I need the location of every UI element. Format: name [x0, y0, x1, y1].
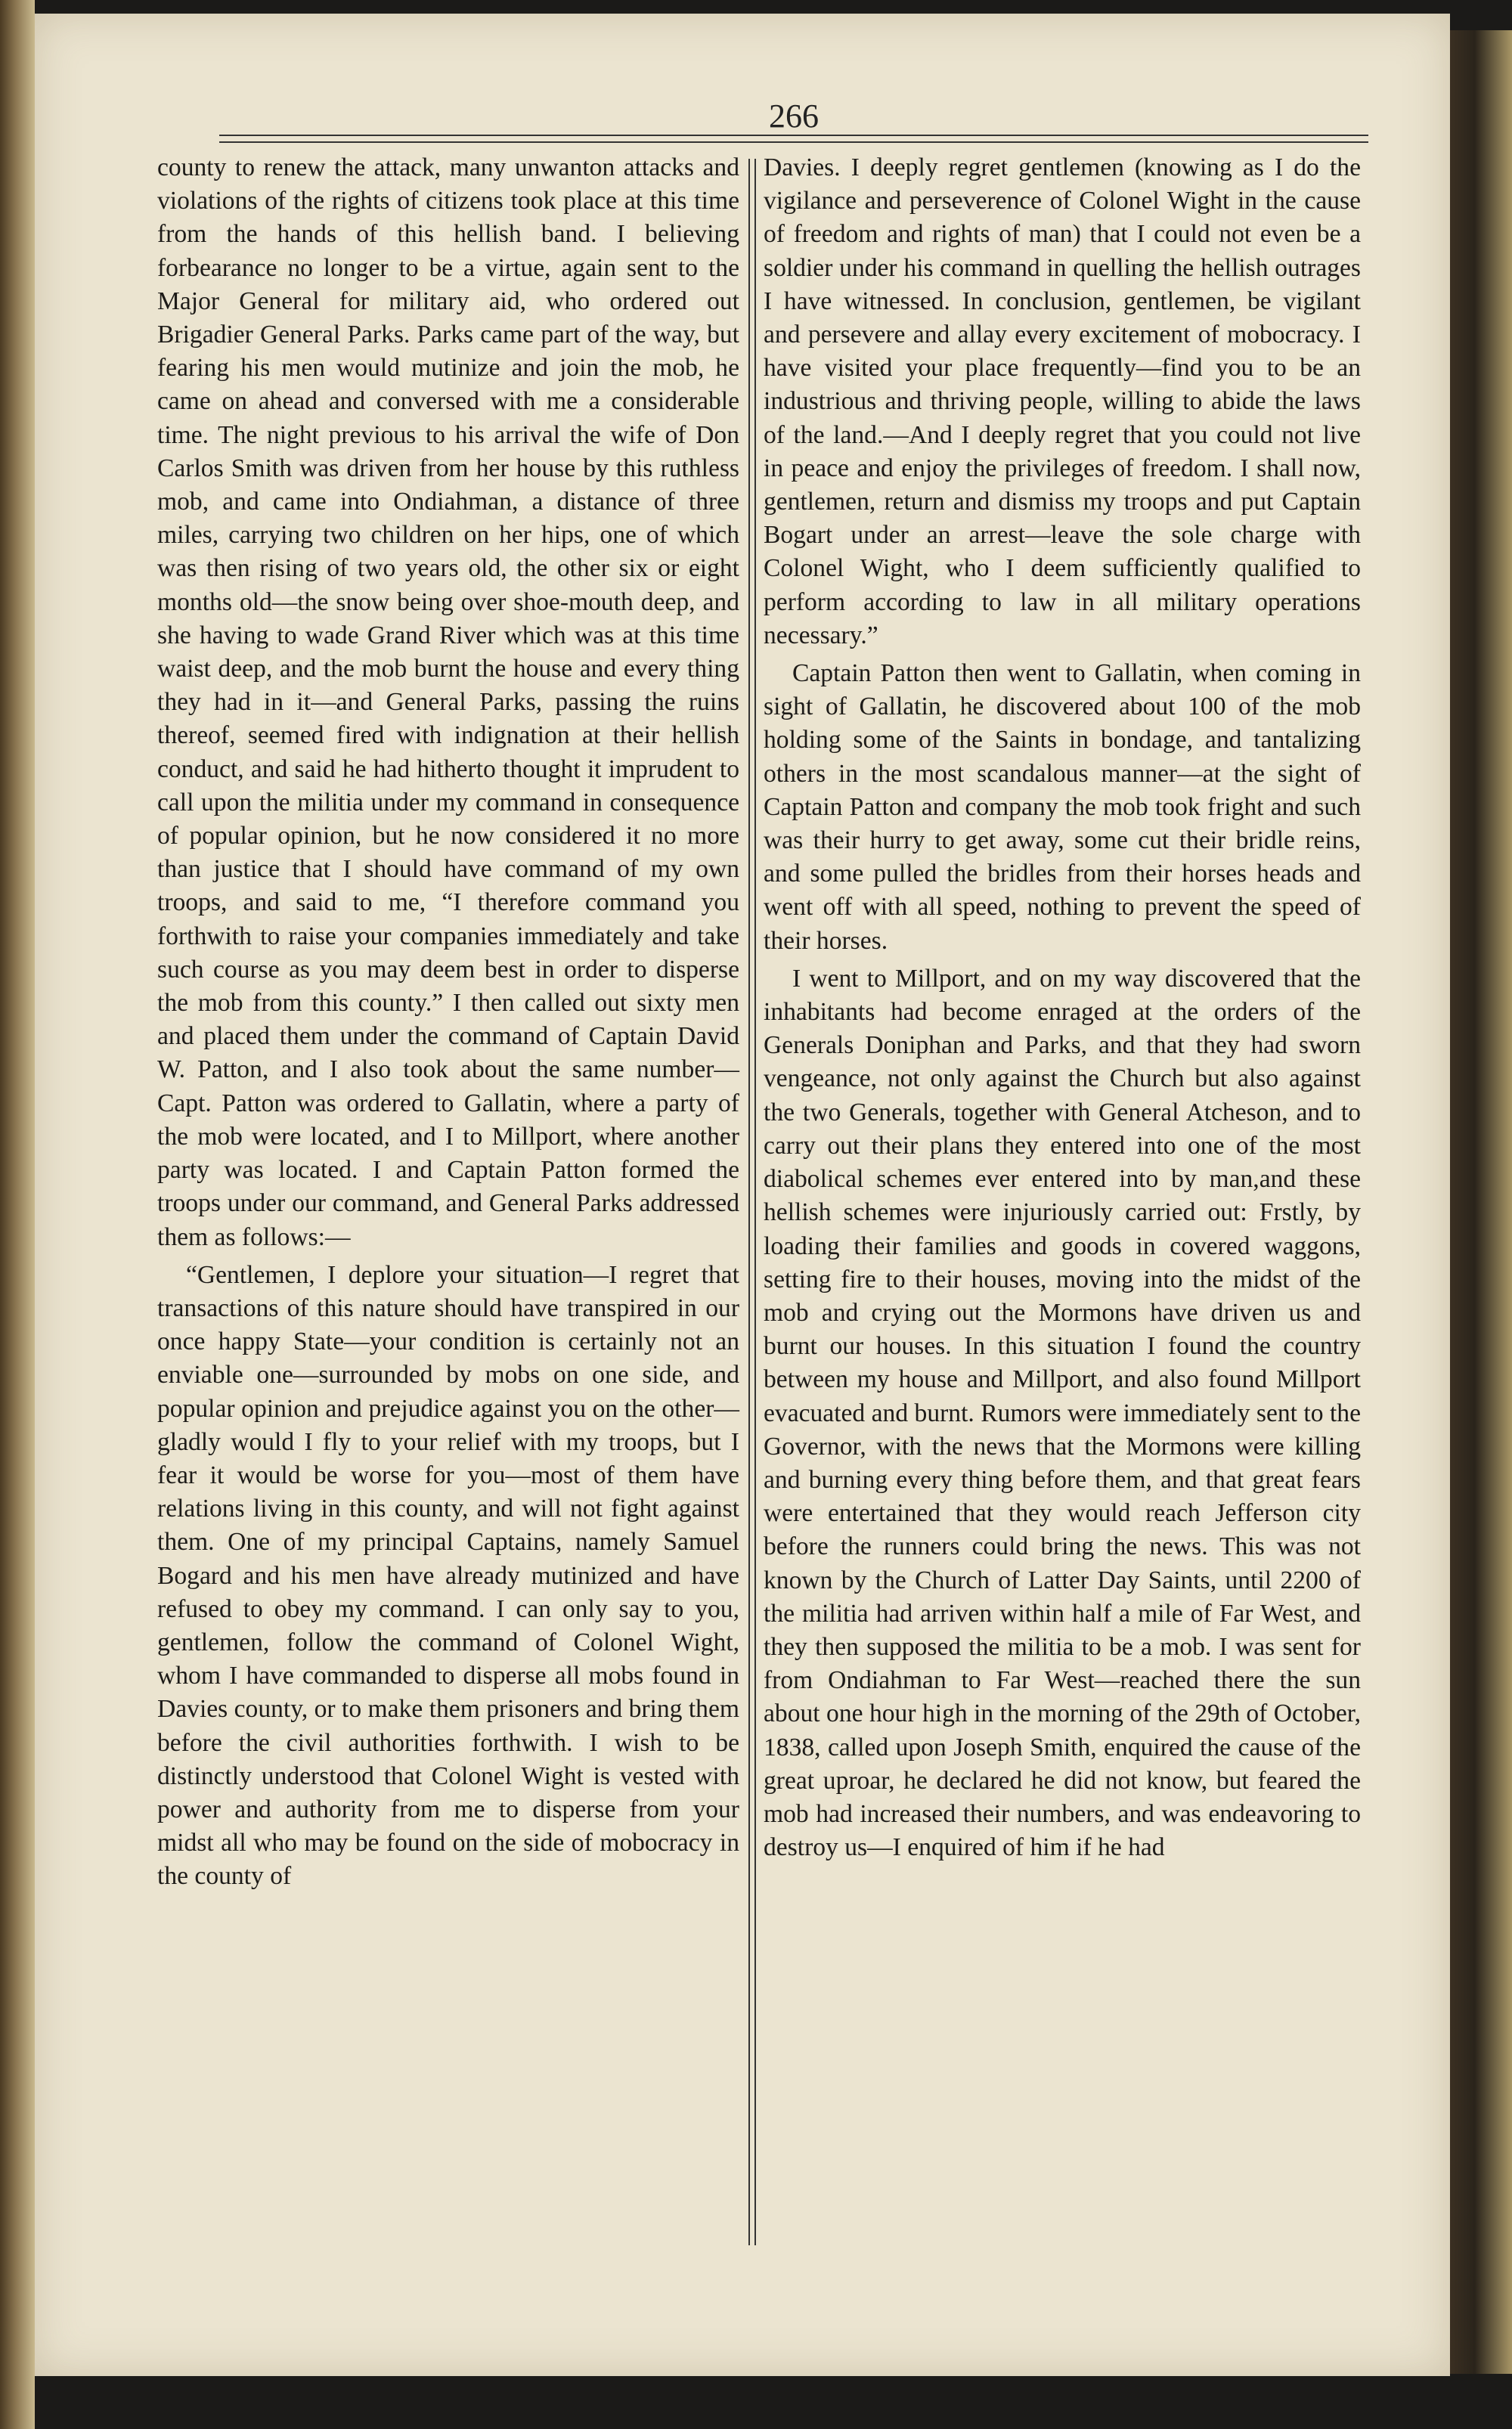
column-divider-left: [748, 159, 750, 2245]
header-rule-bottom: [219, 141, 1368, 143]
column-divider-right: [754, 159, 756, 2245]
left-paragraph-1: county to renew the attack, many unwanton attacks and violations of the rights of citizens took place at this time from the hands of this hellish band. I believing forbearance no longer to be a virtue, again sent to the Major General for military aid, who ordered out Brigadier General Parks. Parks came part of the way, but fearing his men would mutinize and join the mob, he came on ahead and conversed with me a considerable time. The night previous to his arrival the wife of Don Carlos Smith was driven from her house by this ruthless mob, and came into Ondiahman, a distance of three miles, carrying two children on her hips, one of which was then rising of two years old, the other six or eight months old—the snow being over shoe-mouth deep, and she having to wade Grand River which was at this time waist deep, and the mob burnt the house and every thing they had in it—and General Parks, passing the ruins thereof, seemed fired with indignation at their hellish conduct, and said he had hitherto thought it imprudent to call upon the militia under my command in consequence of popular opinion, but he now considered it no more than justice that I should have command of my own troops, and said to me, “I therefore command you forthwith to raise your companies immediately and take such course as you may deem best in order to disperse the mob from this county.” I then called out sixty men and placed them under the command of Captain David W. Patton, and I also took about the same number—Capt. Patton was ordered to Gallatin, where a party of the mob were located, and I to Millport, where another party was located. I and Captain Patton formed the troops under our command, and General Parks addressed them as follows:—: [157, 153, 739, 1251]
left-paragraph-2: “Gentlemen, I deplore your situation—I regret that transactions of this nature should have transpired in our once happy State—your condition is certainly not an enviable one—surrounded by mobs on one side, and popular opinion and prejudice against you on the other—gladly would I fly to your relief with my troops, but I fear it would be worse for you—most of them have relations living in this county, and will not fight against them. One of my principal Captains, namely Samuel Bogard and his men have already mutinized and have refused to obey my command. I can only say to you, gentlemen, follow the command of Colonel Wight, whom I have commanded to disperse all mobs found in Davies county, or to make them prisoners and bring them before the civil authorities forthwith. I wish to be distinctly understood that Colonel Wight is vested with power and authority from me to disperse from your midst all who may be found on the side of mobocracy in the county of: [157, 1260, 739, 1891]
right-paragraph-1: Davies. I deeply regret gentlemen (knowing as I do the vigilance and perseverence of Colonel Wight in the cause of freedom and rights of man) that I could not even be a soldier under his command in quelling the hellish outrages I have witnessed. In conclusion, gentlemen, be vigilant and persevere and allay every excitement of mobocracy. I have visited your place frequently—find you to be an industrious and thriving people, willing to abide the laws of the land.—And I deeply regret that you could not live in peace and enjoy the privileges of freedom. I shall now, gentlemen, return and dismiss my troops and put Captain Bogart under an arrest—leave the sole charge with Colonel Wight, who I deem sufficiently qualified to perform according to law in all military operations necessary.”: [764, 153, 1361, 649]
right-column: [764, 151, 1361, 1864]
right-paragraph-2: Captain Patton then went to Gallatin, when coming in sight of Gallatin, he discovered about 100 of the mob holding some of the Saints in bondage, and tantalizing others in the most scandalous manner—at the sight of Captain Patton and company the mob took fright and such was their hurry to get away, some cut their bridle reins, and some pulled the bridles from their horses heads and went off with all speed, nothing to prevent the speed of their horses.: [764, 659, 1361, 955]
book-spine-left: [0, 0, 35, 2429]
left-column: [157, 151, 739, 1894]
page-number: 266: [769, 98, 819, 135]
right-paragraph-3: I went to Millport, and on my way discovered that the inhabitants had become enraged at the orders of the Generals Doniphan and Parks, and that they had sworn vengeance, not only against the Church but also against the two Generals, together with General Atcheson, and to carry out their plans they entered into one of the most diabolical schemes ever entered into by man,and these hellish schemes were injuriously carried out: Frstly, by loading their families and goods in covered waggons, setting fire to their houses, moving into the midst of the mob and crying out the Mormons have driven us and burnt our houses. In this situation I found the country between my house and Millport, and also found Millport evacuated and burnt. Rumors were immediately sent to the Governor, with the news that the Mormons were killing and burning every thing before them, and that great fears were entertained that they would reach Jefferson city before the runners could bring the news. This was not known by the Church of Latter Day Saints, until 2200 of the militia had arriven within half a mile of Far West, and they then supposed the militia to be a mob. I was sent for from Ondiahman to Far West—reached there the sun about one hour high in the morning of the 29th of October, 1838, called upon Joseph Smith, enquired the cause of the great uproar, he declared he did not know, but feared the mob had increased their numbers, and was endeavoring to destroy us—I enquired of him if he had: [764, 964, 1361, 1862]
header-rule-top: [219, 135, 1368, 136]
book-edge-right: [1450, 30, 1512, 2374]
